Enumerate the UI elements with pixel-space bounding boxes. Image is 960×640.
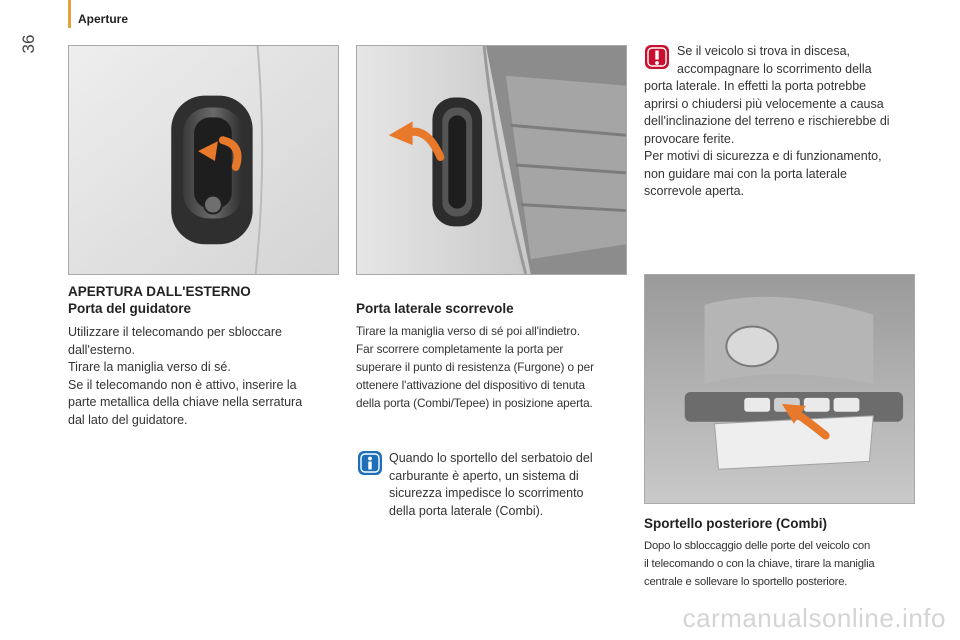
text-line: aprirsi o chiudersi più velocemente a causa (644, 96, 884, 111)
text-line: della porta laterale (Combi). (389, 503, 544, 518)
text-line: parte metallica della chiave nella serratura (68, 395, 303, 409)
text-line: superare il punto di resistenza (Furgone) o per (356, 360, 594, 374)
text-line: il telecomando o con la chiave, tirare la maniglia (644, 558, 875, 570)
text-line: provocare ferite. (644, 131, 735, 146)
text-line: sicurezza impedisce lo scorrimento (389, 486, 584, 500)
sliding-door-handle-photo (356, 45, 627, 275)
text-line: porta laterale. In effetti la porta potrebbe (644, 79, 867, 93)
text-line: non guidare mai con la porta laterale (644, 166, 847, 181)
text-line: Utilizzare il telecomando per sbloccare (68, 325, 282, 339)
driver-door-instructions (68, 324, 343, 429)
text-line: della porta (Combi/Tepee) in posizione aperta. (356, 396, 593, 410)
text-line: Quando lo sportello del serbatoio del (389, 451, 593, 465)
chapter-title: Aperture (78, 12, 129, 26)
text-line: Tirare la maniglia verso di sé. (68, 360, 231, 374)
text-line: Se il veicolo si trova in discesa, (677, 44, 850, 58)
rear-door-handle-photo (644, 274, 915, 504)
sliding-door-instructions (356, 322, 631, 412)
text-line: Far scorrere completamente la porta per (356, 342, 564, 356)
sliding-door-heading: Porta laterale scorrevole (356, 301, 514, 316)
text-line: Se il telecomando non è attivo, inserire la (68, 377, 297, 392)
fuel-flap-note (389, 450, 624, 520)
exterior-opening-title: APERTURA DALL'ESTERNO (68, 284, 251, 299)
text-line: accompagnare lo scorrimento della (677, 61, 872, 76)
text-line: dall'esterno. (68, 342, 136, 357)
text-line: Dopo lo sbloccaggio delle porte del veicolo con (644, 540, 871, 552)
slope-warning-note (644, 43, 919, 201)
driver-door-subtitle: Porta del guidatore (68, 301, 192, 316)
exterior-opening-heading (68, 283, 251, 317)
text-line: carburante è aperto, un sistema di (389, 468, 579, 483)
rear-door-instructions (644, 537, 924, 591)
watermark: carmanualsonline.info (682, 603, 946, 633)
chapter-accent-bar (68, 0, 71, 28)
text-line: ottenere l'attivazione del dispositivo di tenuta (356, 378, 585, 392)
driver-door-handle-photo (68, 45, 339, 275)
text-line: dal lato del guidatore. (68, 412, 188, 427)
text-line: dell'inclinazione del terreno e rischierebbe di (644, 114, 890, 128)
text-line: scorrevole aperta. (644, 184, 745, 198)
page-number: 36 (19, 34, 38, 54)
text-line: Per motivi di sicurezza e di funzionamento, (644, 149, 882, 163)
text-line: Tirare la maniglia verso di sé poi all'indietro. (356, 324, 580, 338)
info-icon (357, 450, 383, 476)
rear-door-heading: Sportello posteriore (Combi) (644, 516, 828, 531)
text-line: centrale e sollevare lo sportello posteriore. (644, 576, 848, 588)
